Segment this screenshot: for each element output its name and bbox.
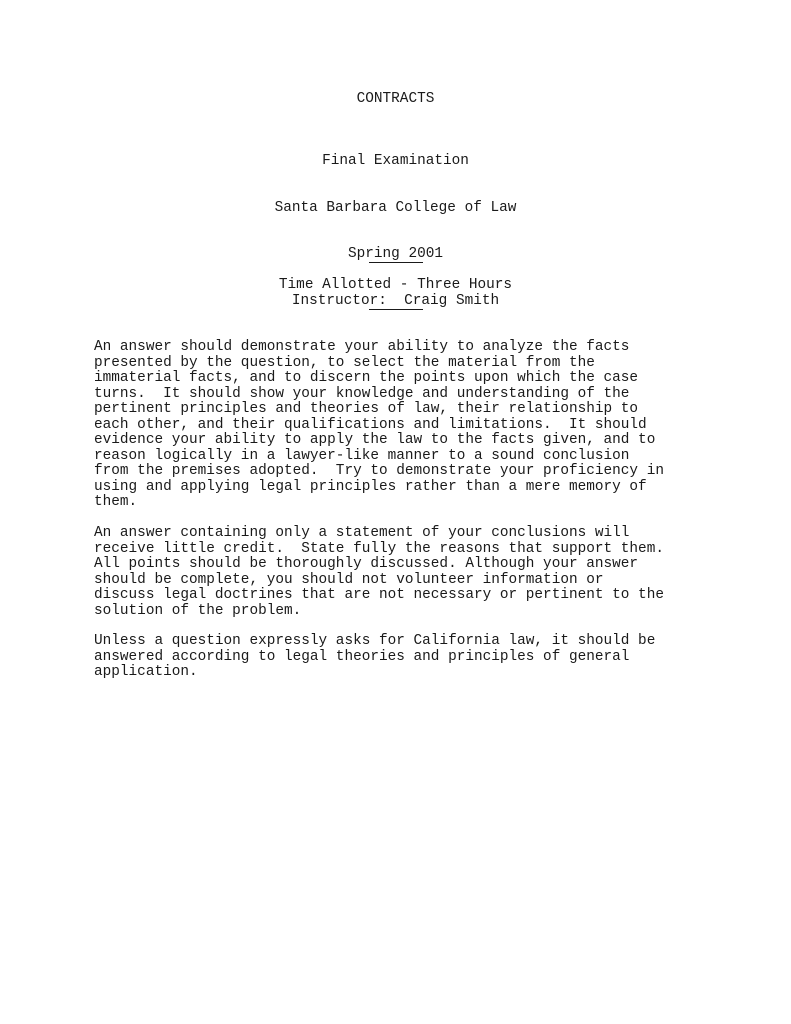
instructions-paragraph-3: Unless a question expressly asks for California law, it should be answered according to legal theories and principles of general application.: [94, 633, 656, 680]
exam-term: Spring 2001: [348, 246, 443, 262]
instructions-paragraph-2: An answer containing only a statement of your conclusions will receive little credit. State fully the reasons that support them. All points should be thoroughly discussed. Although your answer should be complete, you should not volunteer information or discuss legal doctrines that are not necessary or pertinent to the solution of the problem.: [94, 525, 664, 619]
instructions-paragraph-1: An answer should demonstrate your ability to analyze the facts presented by the question, to select the material from the immaterial facts, and to discern the points upon which the case turns. It should show your knowledge and understanding of the pertinent principles and theories of law, their relationship to each other, and their qualifications and limitations. It should evidence your ability to apply the law to the facts given, and to reason logically in a lawyer-like manner to a sound conclusion from the premises adopted. Try to demonstrate your proficiency in using and applying legal principles rather than a mere memory of them.: [94, 339, 664, 510]
exam-type: Final Examination: [322, 153, 469, 169]
school-name: Santa Barbara College of Law: [274, 199, 517, 216]
divider-bottom: [369, 309, 423, 310]
document-title: CONTRACTS: [356, 91, 435, 107]
instructor-line: Instructor: Craig Smith: [291, 292, 500, 309]
divider-top: [369, 262, 423, 263]
exam-header: [0, 123, 791, 340]
time-allotted: Time Allotted - Three Hours: [278, 277, 513, 293]
